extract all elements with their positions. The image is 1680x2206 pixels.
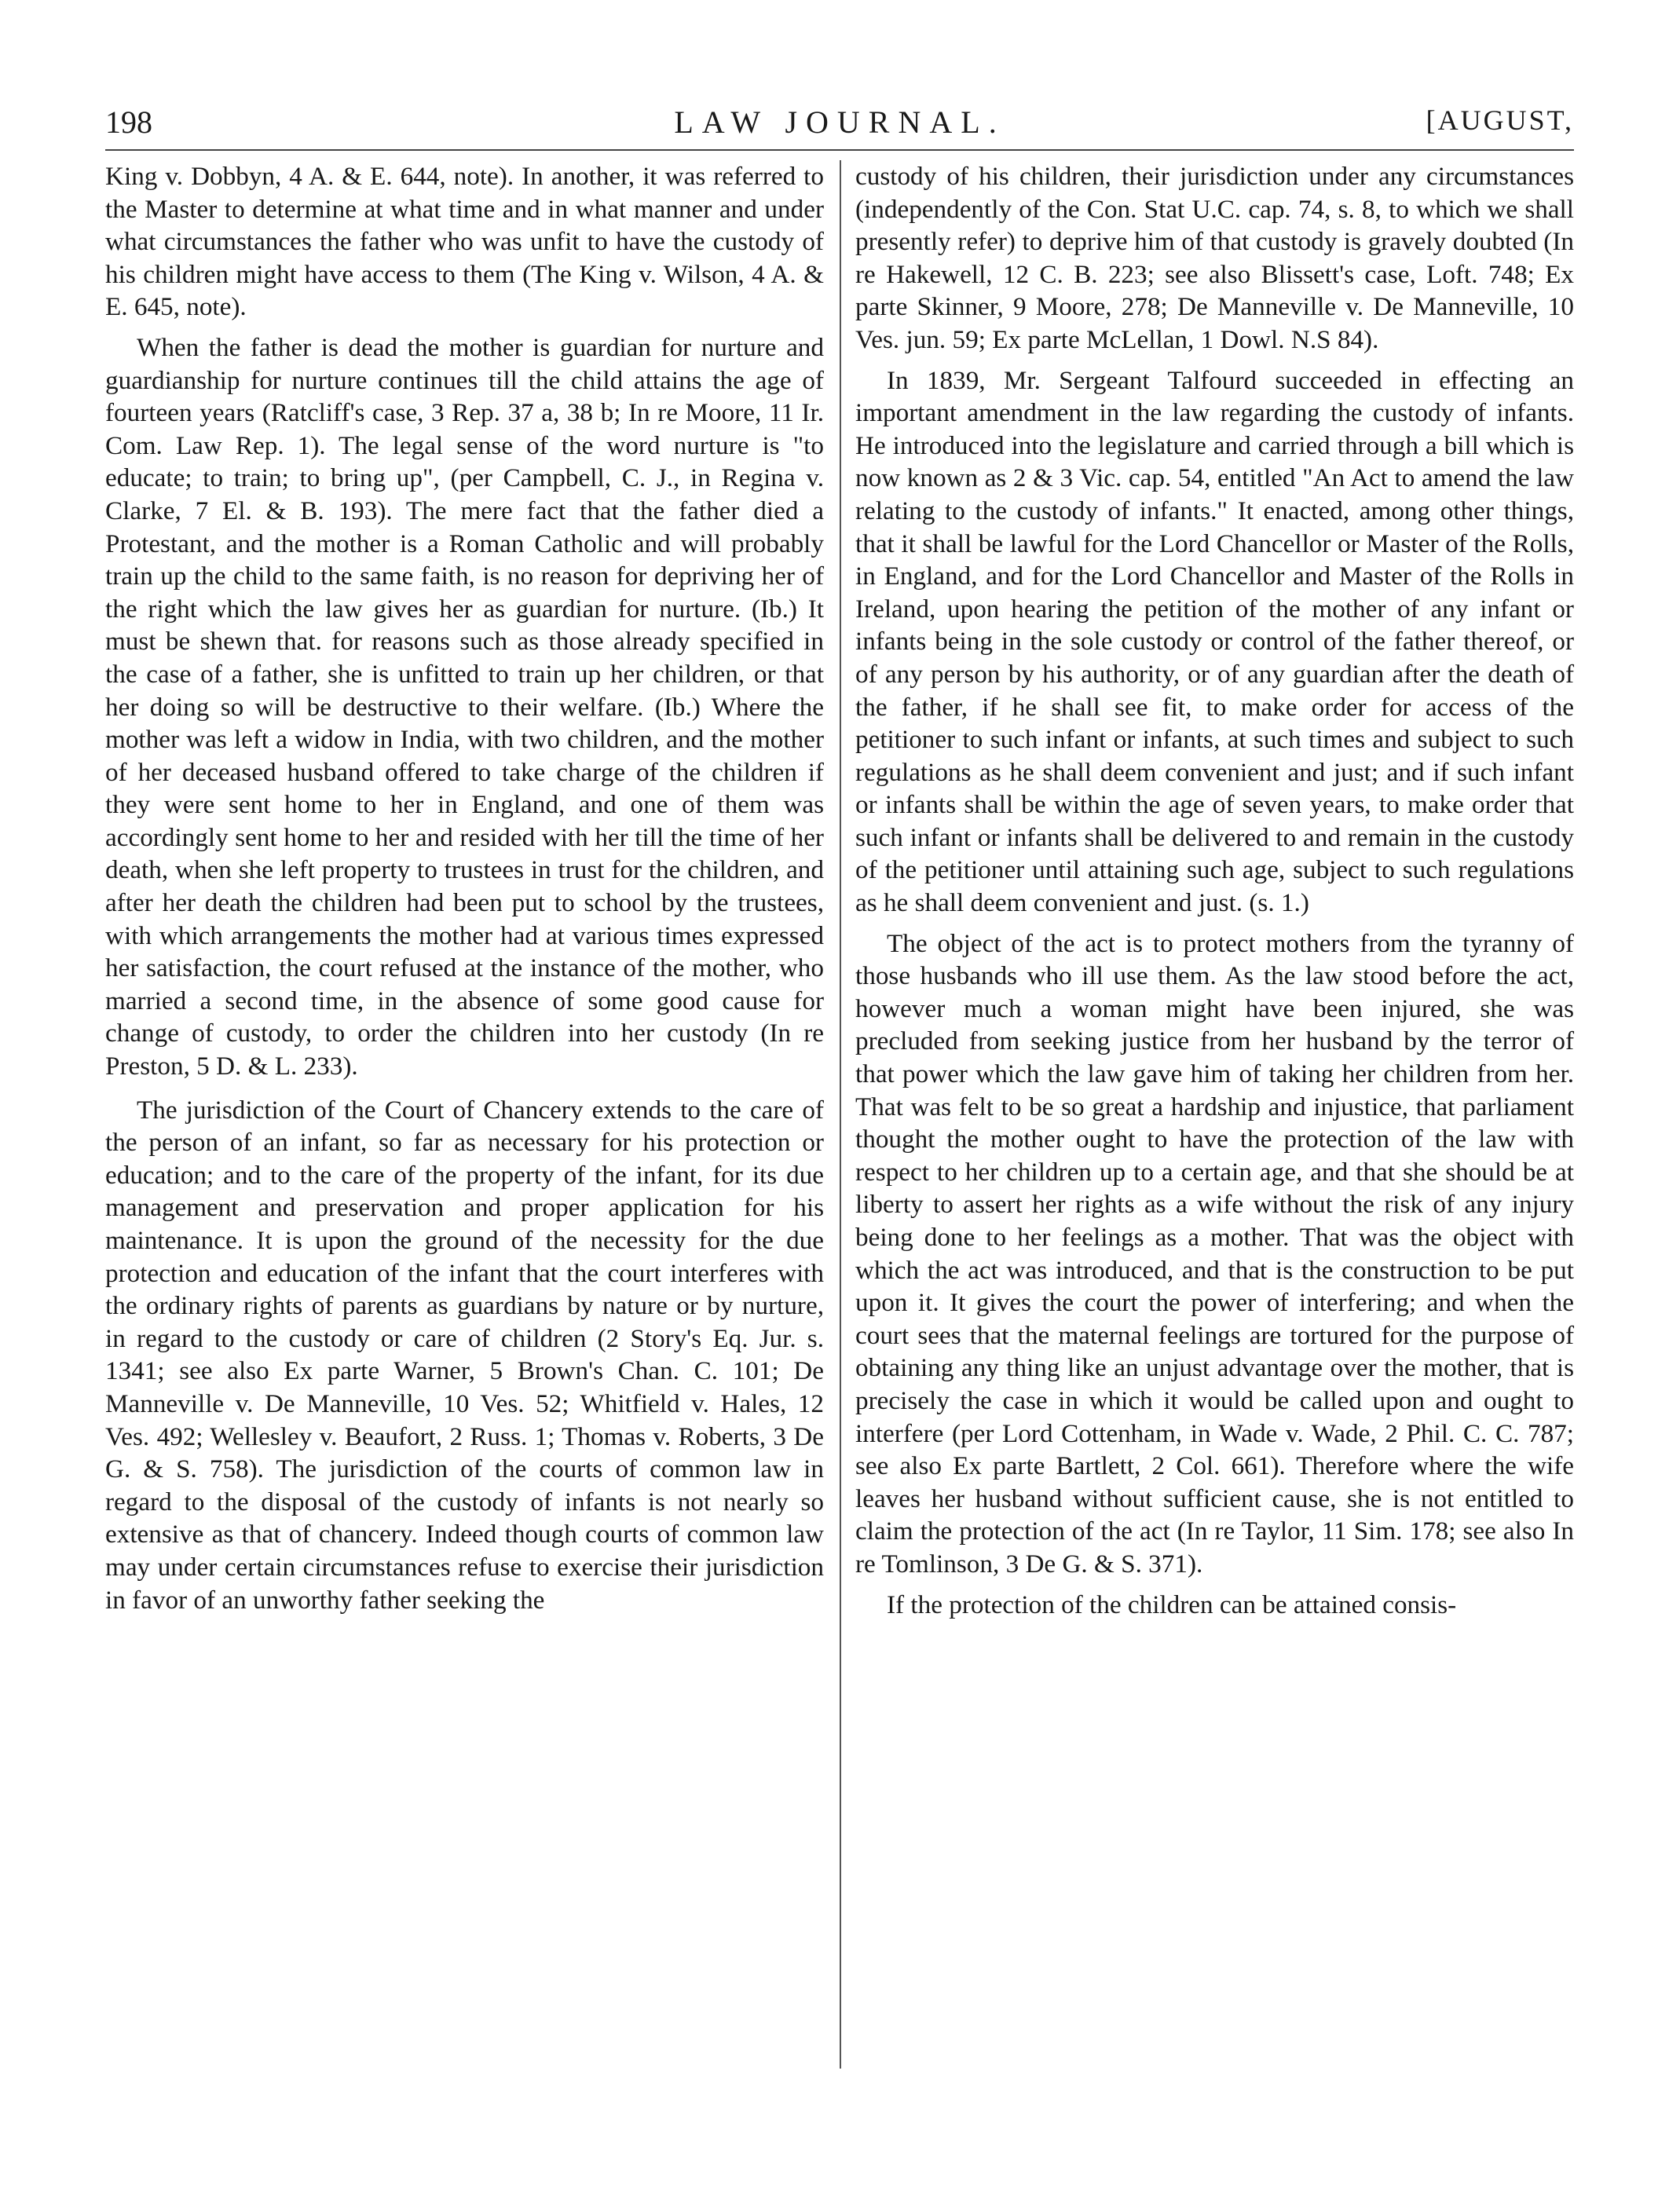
column-divider — [840, 160, 841, 2069]
page-header — [105, 101, 1574, 155]
paragraph: If the protection of the children can be attained consis- — [887, 1590, 1457, 1619]
running-month: [AUGUST, — [1426, 104, 1574, 136]
paragraph: King v. Dobbyn, 4 A. & E. 644, note). In another, it was referred to the Master to determine at what time and in what manner and under what circumstances the father who was unfit to have the custody of his children might have access to them (The King v. Wilson, 4 A. & E. 645, note). — [105, 162, 824, 322]
paragraph: The jurisdiction of the Court of Chancery extends to the care of the person of an infant, so far as necessary for his protection or education; and to the care of the property of the infant, for its due management and preservation and proper application for his maintenance. It is upon the ground of the necessity for the due protection and education of the infant that the court interferes with the ordinary rights of parents as guardians by nature or by nurture, in regard to the custody or care of children (2 Story's Eq. Jur. s. 1341; see also Ex parte Warner, 5 Brown's Chan. C. 101; De Manneville v. De Manneville, 10 Ves. 52; Whitfield v. Hales, 12 Ves. 492; Wellesley v. Beaufort, 2 Russ. 1; Thomas v. Roberts, 3 De G. & S. 758). The jurisdiction of the courts of common law in regard to the disposal of the custody of infants is not nearly so extensive as that of chancery. Indeed though courts of common law may under certain circumstances refuse to exercise their jurisdiction in favor of an unworthy father seeking the — [105, 1095, 824, 1615]
paragraph: In 1839, Mr. Sergeant Talfourd succeeded in effecting an important amendment in the law regarding the custody of infants. He introduced into the legislature and carried through a bill which is now known as 2 & 3 Vic. cap. 54, entitled "An Act to amend the law relating to the custody of infants." It enacted, among other things, that it shall be lawful for the Lord Chancellor or Master of the Rolls, in England, and for the Lord Chancellor and Master of the Rolls in Ireland, upon hearing the petition of the mother of any infant or infants being in the sole custody or control of the father thereof, or of any person by his authority, or of any guardian after the death of the father, if he shall see fit, to make order for access of the petitioner to such infant or infants, at such times and subject to such regulations as he shall deem convenient and just; and if such infant or infants shall be within the age of seven years, to make order that such infant or infants shall be delivered to and remain in the custody of the petitioner until attaining such age, subject to such regulations as he shall deem convenient and just. (s. 1.) — [855, 365, 1574, 918]
journal-page — [105, 101, 1574, 2111]
left-column — [105, 160, 824, 1624]
header-rule — [105, 149, 1574, 151]
paragraph: custody of his children, their jurisdiction under any circumstances (independently of the Con. Stat U.C. cap. 74, s. 8, to which we shall presently refer) to deprive him of that custody is gravely doubted (In re Hakewell, 12 C. B. 223; see also Blissett's case, Loft. 748; Ex parte Skinner, 9 Moore, 278; De Manneville v. De Manneville, 10 Ves. jun. 59; Ex parte McLellan, 1 Dowl. N.S 84). — [855, 162, 1574, 354]
right-column — [855, 160, 1574, 1629]
page-number: 198 — [105, 104, 152, 140]
text-columns — [105, 160, 1574, 2069]
paragraph: The object of the act is to protect mothers from the tyranny of those husbands who ill use them. As the law stood before the act, however much a woman might have been injured, she was precluded from seeking justice from her husband by the terror of that power which the law gave him of taking her children from her. That was felt to be so great a hardship and injustice, that parliament thought the mother ought to have the protection of the law with respect to her children up to a certain age, and that she should be at liberty to assert her rights as a wife without the risk of any injury being done to her feelings as a mother. That was the object with which the act was introduced, and that is the construction to be put upon it. It gives the court the power of interfering; and when the court sees that the maternal feelings are tortured for the purpose of obtaining any thing like an unjust advantage over the mother, that is precisely the case in which it would be called upon and ought to interfere (per Lord Cottenham, in Wade v. Wade, 2 Phil. C. C. 787; see also Ex parte Bartlett, 2 Col. 661). Therefore where the wife leaves her husband without sufficient cause, she is not entitled to claim the protection of the act (In re Taylor, 11 Sim. 178; see also In re Tomlinson, 3 De G. & S. 371). — [855, 928, 1574, 1579]
paragraph: When the father is dead the mother is guardian for nurture and guardianship for nurture continues till the child attains the age of fourteen years (Ratcliff's case, 3 Rep. 37 a, 38 b; In re Moore, 11 Ir. Com. Law Rep. 1). The legal sense of the word nurture is "to educate; to train; to bring up", (per Campbell, C. J., in Regina v. Clarke, 7 El. & B. 193). The mere fact that the father died a Protestant, and the mother is a Roman Catholic and will probably train up the child to the same faith, is no reason for depriving her of the right which the law gives her as guardian for nurture. (Ib.) It must be shewn that. for reasons such as those already specified in the case of a father, she is unfitted to train up her children, or that her doing so will be destructive to their welfare. (Ib.) Where the mother was left a widow in India, with two children, and the mother of her deceased husband offered to take charge of the children if they were sent home to her in England, and one of them was accordingly sent home to her and resided with her till the time of her death, when she left property to trustees in trust for the children, and after her death the children had been put to school by the trustees, with which arrangements the mother had at various times expressed her satisfaction, the court refused at the instance of the mother, who married a second time, in the absence of some good cause for change of custody, to order the children into her custody (In re Preston, 5 D. & L. 233). — [105, 332, 824, 1081]
running-title: LAW JOURNAL. — [674, 104, 1005, 140]
